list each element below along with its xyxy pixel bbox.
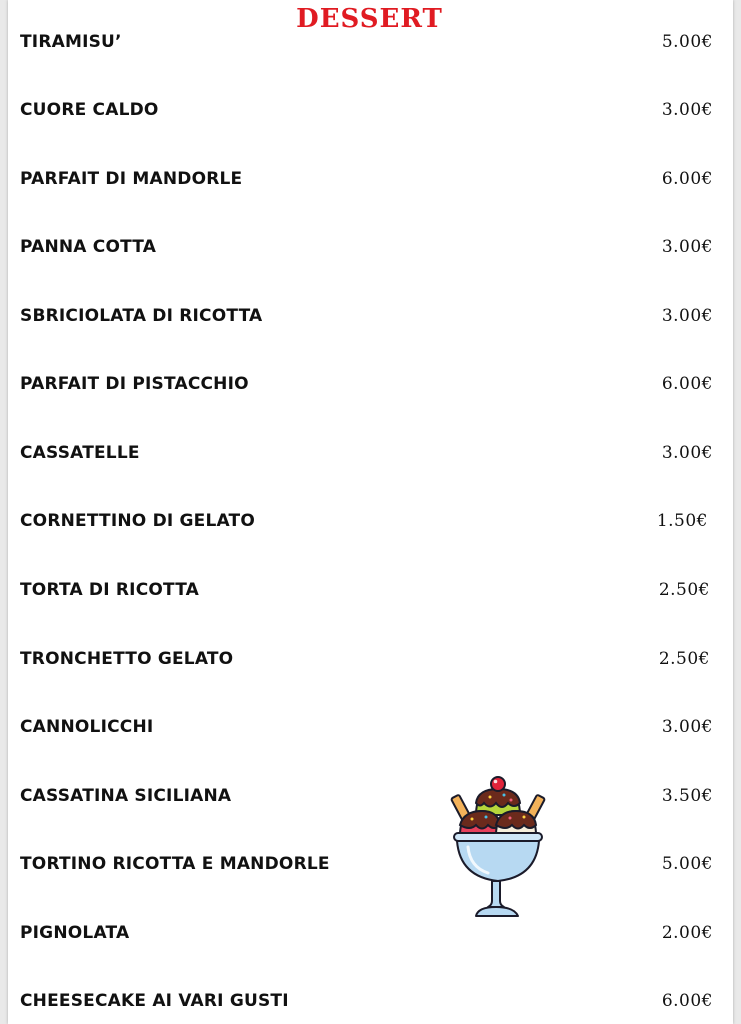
menu-item [0, 649, 741, 679]
menu-item-price: 2.50€ [658, 649, 710, 669]
ice-cream-sundae-icon [448, 773, 548, 920]
menu-item-name: TORTINO RICOTTA E MANDORLE [20, 854, 330, 874]
menu-item-name: CASSATINA SICILIANA [20, 786, 232, 806]
menu-item-price: 3.00€ [661, 237, 713, 257]
menu-item [0, 991, 741, 1021]
menu-item-name: TRONCHETTO GELATO [20, 649, 234, 669]
menu-item [0, 923, 741, 953]
menu-item-price: 6.00€ [661, 169, 713, 189]
menu-item-name: CHEESECAKE AI VARI GUSTI [20, 991, 289, 1011]
menu-item [0, 237, 741, 267]
menu-item-price: 3.00€ [661, 100, 713, 120]
menu-item-price: 6.00€ [661, 991, 713, 1011]
menu-item-name: CUORE CALDO [20, 100, 159, 120]
menu-item-price: 2.50€ [658, 580, 710, 600]
menu-item-name: PARFAIT DI MANDORLE [20, 169, 243, 189]
menu-item-name: TIRAMISU’ [20, 32, 122, 52]
menu-item-name: SBRICIOLATA DI RICOTTA [20, 306, 263, 326]
menu-item [0, 32, 741, 62]
menu-item-name: CANNOLICCHI [20, 717, 154, 737]
menu-item-name: TORTA DI RICOTTA [20, 580, 200, 600]
menu-item [0, 854, 741, 884]
menu-item [0, 580, 741, 610]
menu-item-price: 3.00€ [661, 717, 713, 737]
menu-item [0, 169, 741, 199]
menu-item-price: 6.00€ [661, 374, 713, 394]
menu-item-name: PANNA COTTA [20, 237, 157, 257]
menu-item-price: 5.00€ [661, 854, 713, 874]
menu-item-price: 5.00€ [661, 32, 713, 52]
menu-item [0, 100, 741, 130]
menu-item [0, 786, 741, 816]
menu-item [0, 717, 741, 747]
menu-item-name: CORNETTINO DI GELATO [20, 511, 256, 531]
menu-item [0, 511, 741, 541]
menu-item [0, 443, 741, 473]
menu-item-name: PARFAIT DI PISTACCHIO [20, 374, 249, 394]
menu-item-name: CASSATELLE [20, 443, 140, 463]
menu-item-name: PIGNOLATA [20, 923, 130, 943]
menu-item [0, 374, 741, 404]
menu-item-price: 3.00€ [661, 306, 713, 326]
menu-title: DESSERT [296, 4, 443, 34]
menu-item-price: 3.00€ [661, 443, 713, 463]
menu-item-price: 1.50€ [656, 511, 708, 531]
menu-item [0, 306, 741, 336]
menu-item-price: 3.50€ [661, 786, 713, 806]
menu-item-price: 2.00€ [661, 923, 713, 943]
